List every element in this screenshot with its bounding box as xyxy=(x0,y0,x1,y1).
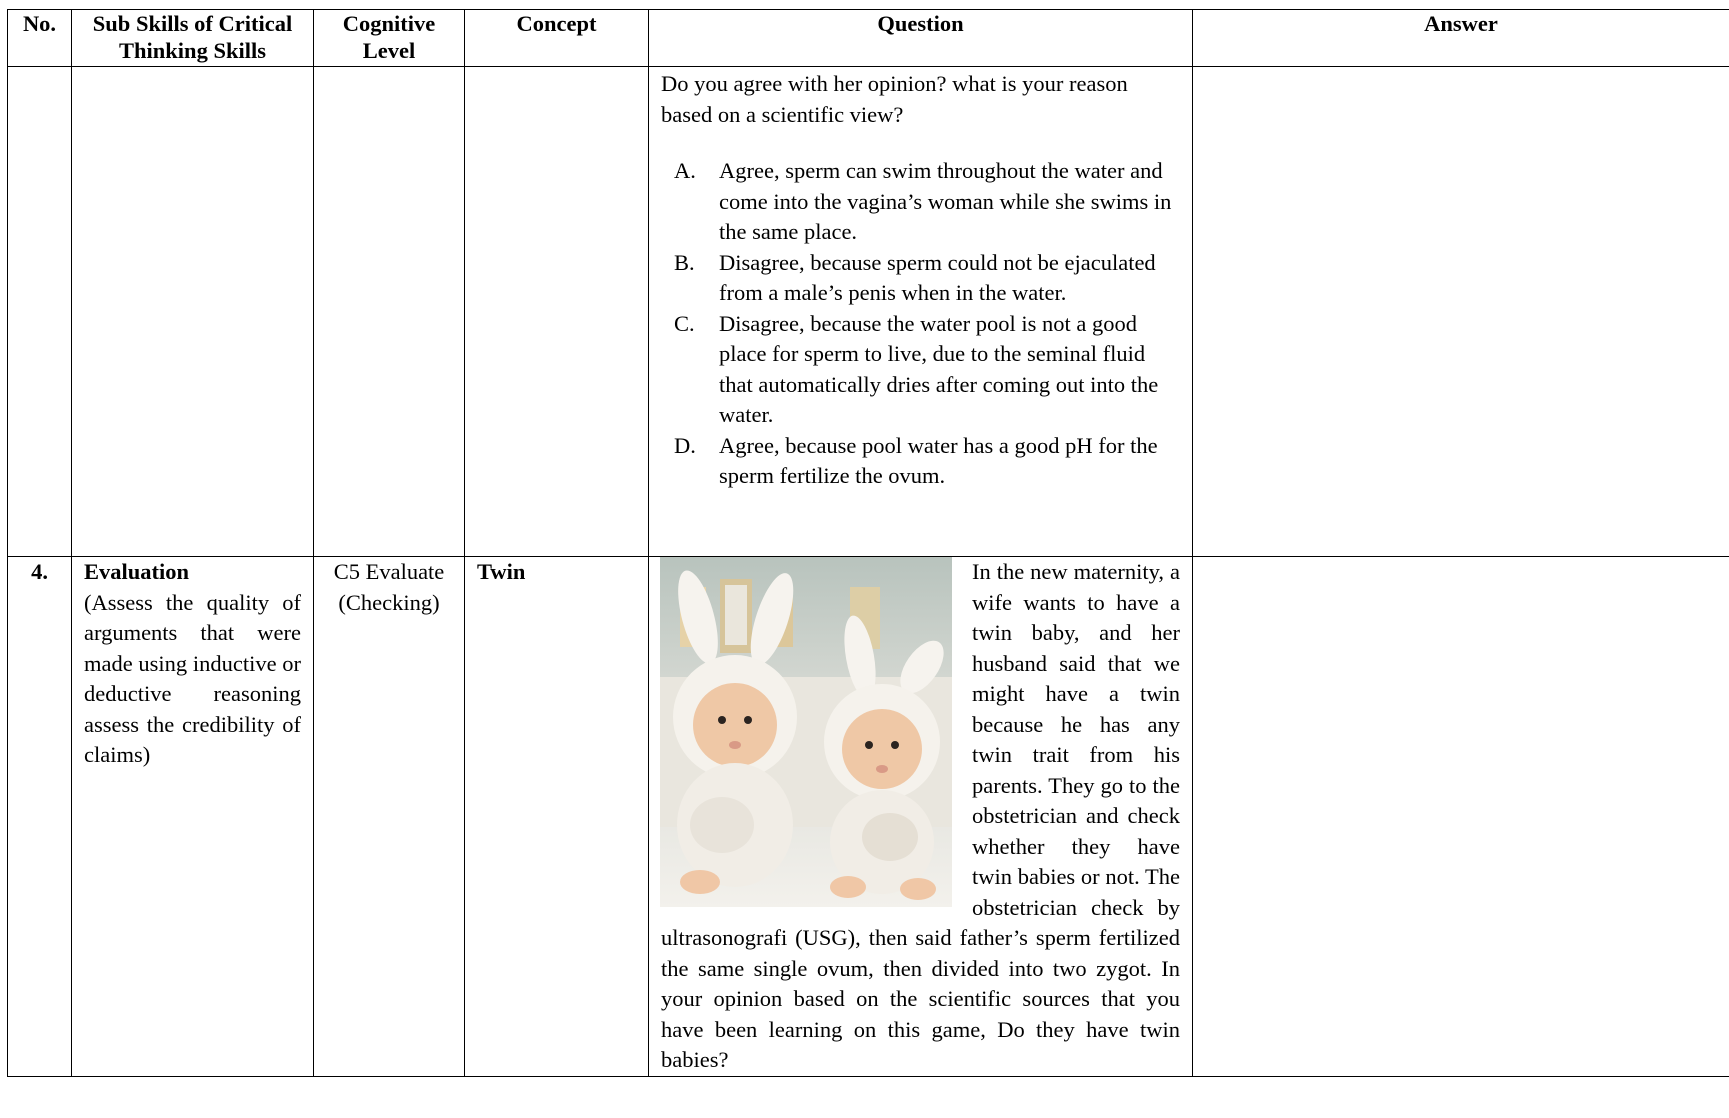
concept: Twin xyxy=(465,557,649,1077)
skills-question-table xyxy=(7,9,1729,1077)
option-letter: B. xyxy=(674,249,695,275)
option-letter: A. xyxy=(674,158,696,183)
option-b xyxy=(661,248,1180,309)
cognitive-cell-empty xyxy=(314,67,465,557)
header-answer: Answer xyxy=(1193,10,1729,67)
answer-options-list xyxy=(661,156,1180,492)
concept-cell-empty xyxy=(465,67,649,557)
table-header-row xyxy=(8,10,1729,67)
header-question: Question xyxy=(649,10,1193,67)
header-concept: Concept xyxy=(465,10,649,67)
sub-skill-description: (Assess the quality of arguments that were made using inductive or deductive reasoning assess the credibility of claims) xyxy=(84,589,301,767)
sub-skill-cell-empty xyxy=(72,67,314,557)
table-row xyxy=(8,67,1729,557)
option-a xyxy=(661,156,1180,248)
answer-cell xyxy=(1193,557,1729,1077)
header-cognitive-level: Cognitive Level xyxy=(314,10,465,67)
question-text: In the new maternity, a wife wants to have a twin baby, and her husband said that we might have a twin because he has any twin trait from his parents. They go to the obstetrician and check whether they have twin babies or not. The obstetrician check by ultrasonografi (USG), then said father’s sperm fertilized the same single ovum, then divided into two zygot. In your opinion based on the scientific sources that you have been learning on this game, Do they have twin babies? xyxy=(661,559,1180,1072)
header-sub-skills: Sub Skills of Critical Thinking Skills xyxy=(72,10,314,67)
sub-skill-cell xyxy=(72,557,314,1077)
question-cell xyxy=(649,557,1193,1077)
header-no: No. xyxy=(8,10,72,67)
option-text: Disagree, because sperm could not be ejaculated from a male’s penis when in the water. xyxy=(719,249,1156,305)
question-intro: Do you agree with her opinion? what is your reason based on a scientific view? xyxy=(661,71,1128,127)
twin-babies-photo xyxy=(660,557,952,907)
question-cell xyxy=(649,67,1193,557)
cognitive-level: C5 Evaluate (Checking) xyxy=(314,557,465,1077)
sub-skill-title: Evaluation xyxy=(84,559,190,584)
table-row xyxy=(8,557,1729,1077)
option-letter: D. xyxy=(674,432,696,458)
no-cell-empty xyxy=(8,67,72,557)
option-letter: C. xyxy=(674,310,695,336)
row-number: 4. xyxy=(8,557,72,1077)
option-text: Disagree, because the water pool is not a good place for sperm to live, due to the seminal fluid that automatically dries after coming out into the water. xyxy=(719,310,1159,427)
option-c xyxy=(661,309,1180,431)
option-text: Agree, because pool water has a good pH for the sperm fertilize the ovum. xyxy=(719,432,1158,488)
option-text: Agree, sperm can swim throughout the water and come into the vagina’s woman while she swims in the same place. xyxy=(719,158,1172,244)
option-d xyxy=(661,431,1180,492)
answer-cell xyxy=(1193,67,1729,557)
